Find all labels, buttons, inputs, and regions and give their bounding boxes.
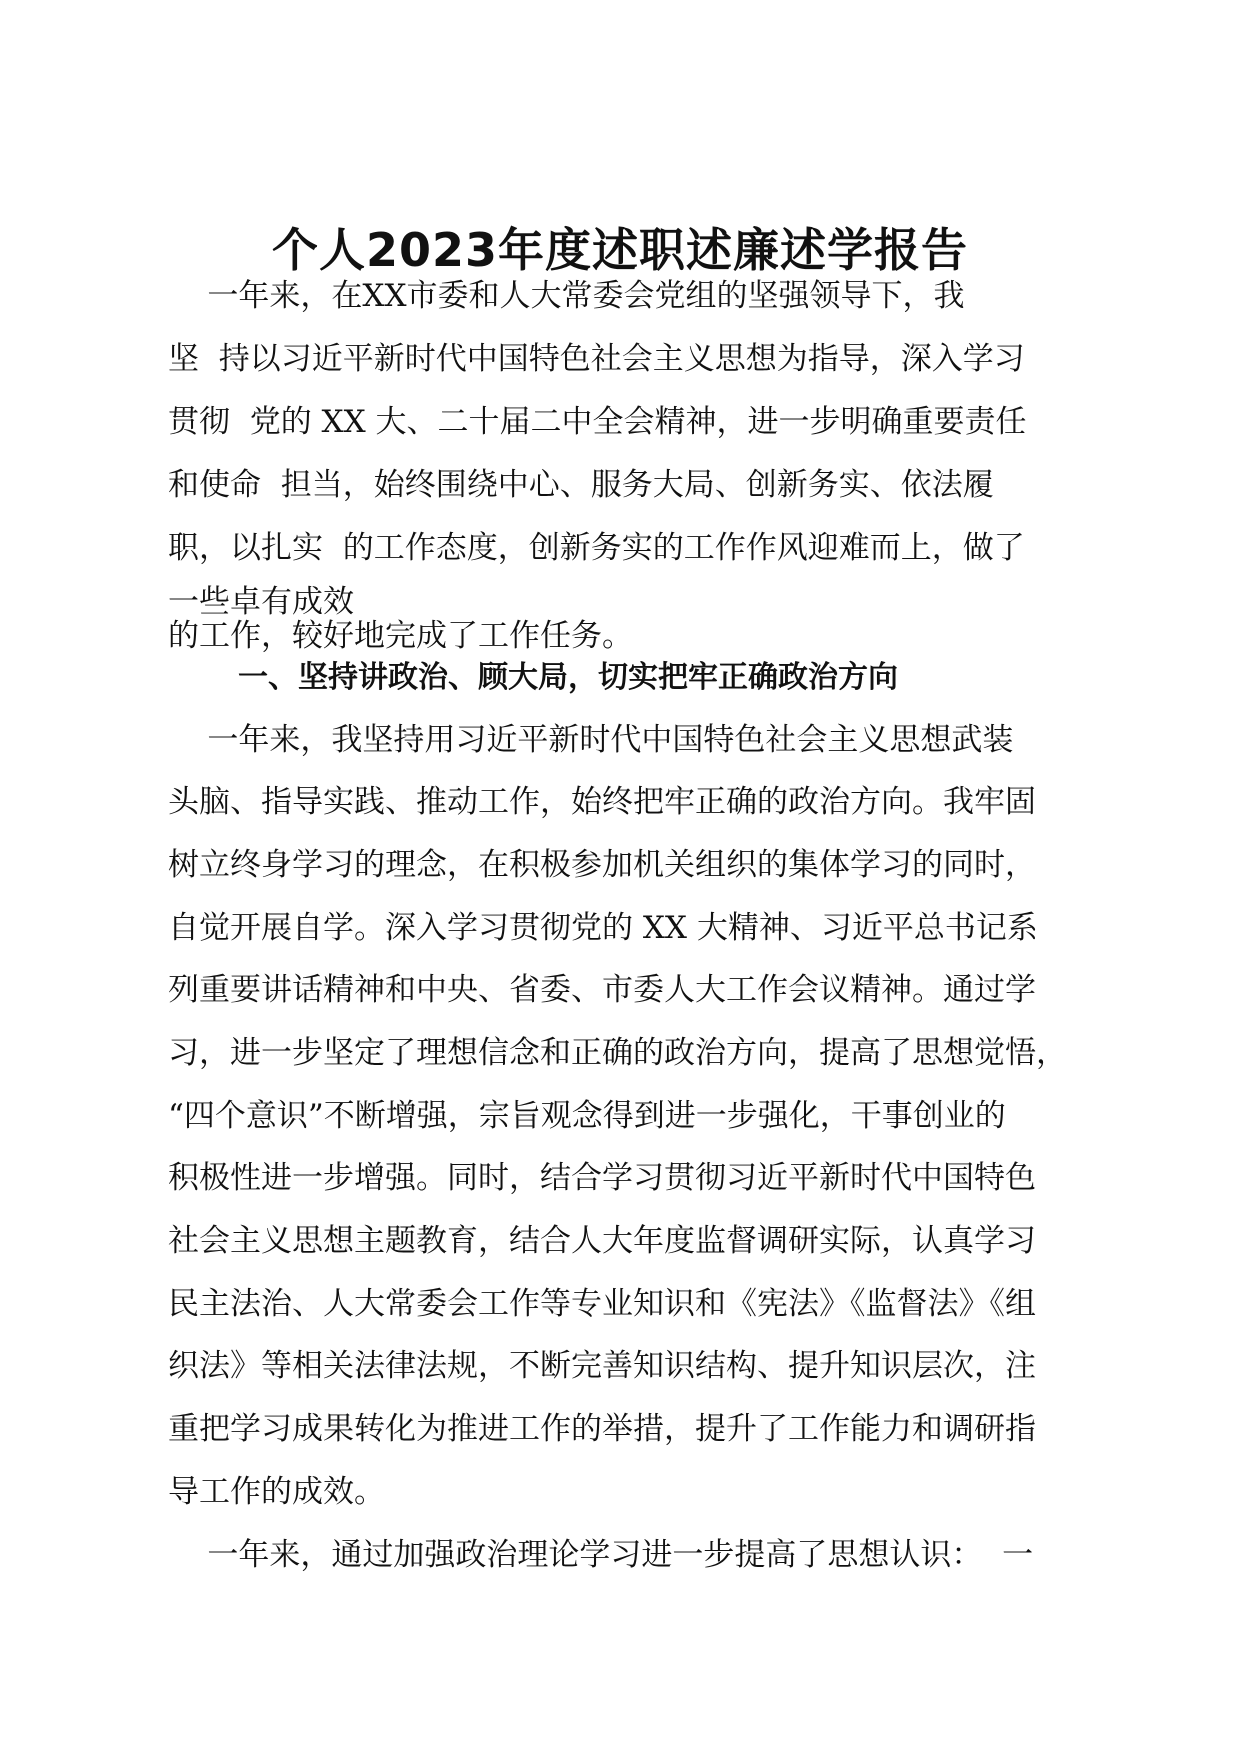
intro-line: 贯彻 党的 XX 大、二十届二中全会精神，进一步明确重要责任: [168, 404, 1027, 440]
body-line: 自觉开展自学。深入学习贯彻党的 XX 大精神、习近平总书记系: [168, 910, 1038, 946]
body-line: 民主法治、人大常委会工作等专业知识和《宪法》《监督法》《组: [168, 1286, 1036, 1322]
document-title: 个人2023年度述职述廉述学报告: [271, 223, 969, 277]
body-line: 导工作的成效。: [168, 1474, 385, 1510]
body-line: 习，进一步坚定了理想信念和正确的政治方向，提高了思想觉悟，: [168, 1035, 1067, 1071]
body-line-last: 一年来，通过加强政治理论学习进一步提高了思想认识： 一: [168, 1537, 1034, 1573]
body-line: 列重要讲话精神和中央、省委、市委人大工作会议精神。通过学: [168, 972, 1036, 1008]
intro-line: 坚 持以习近平新时代中国特色社会主义思想为指导，深入学习: [168, 341, 1025, 377]
section-heading: 一、坚持讲政治、顾大局，切实把牢正确政治方向: [238, 660, 898, 695]
body-line: 积极性进一步增强。同时，结合学习贯彻习近平新时代中国特色: [168, 1160, 1036, 1196]
intro-line: 一些卓有成效: [168, 584, 354, 620]
body-line: 一年来，我坚持用习近平新时代中国特色社会主义思想武装: [168, 722, 1014, 758]
body-line: 重把学习成果转化为推进工作的举措，提升了工作能力和调研指: [168, 1411, 1036, 1447]
body-line: 织法》等相关法律法规，不断完善知识结构、提升知识层次，注: [168, 1348, 1036, 1384]
intro-line: 和使命 担当，始终围绕中心、服务大局、创新务实、依法履: [168, 467, 994, 503]
body-line: 树立终身学习的理念，在积极参加机关组织的集体学习的同时，: [168, 847, 1036, 883]
body-line: 社会主义思想主题教育，结合人大年度监督调研实际，认真学习: [168, 1223, 1036, 1259]
intro-line: 的工作，较好地完成了工作任务。: [168, 618, 633, 654]
body-line: 头脑、指导实践、推动工作，始终把牢正确的政治方向。我牢固: [168, 784, 1036, 820]
body-line: “四个意识”不断增强，宗旨观念得到进一步强化，干事创业的: [168, 1098, 1006, 1134]
intro-line: 一年来，在XX市委和人大常委会党组的坚强领导下，我: [168, 278, 965, 314]
intro-line: 职，以扎实 的工作态度，创新务实的工作作风迎难而上，做了: [168, 530, 1025, 566]
